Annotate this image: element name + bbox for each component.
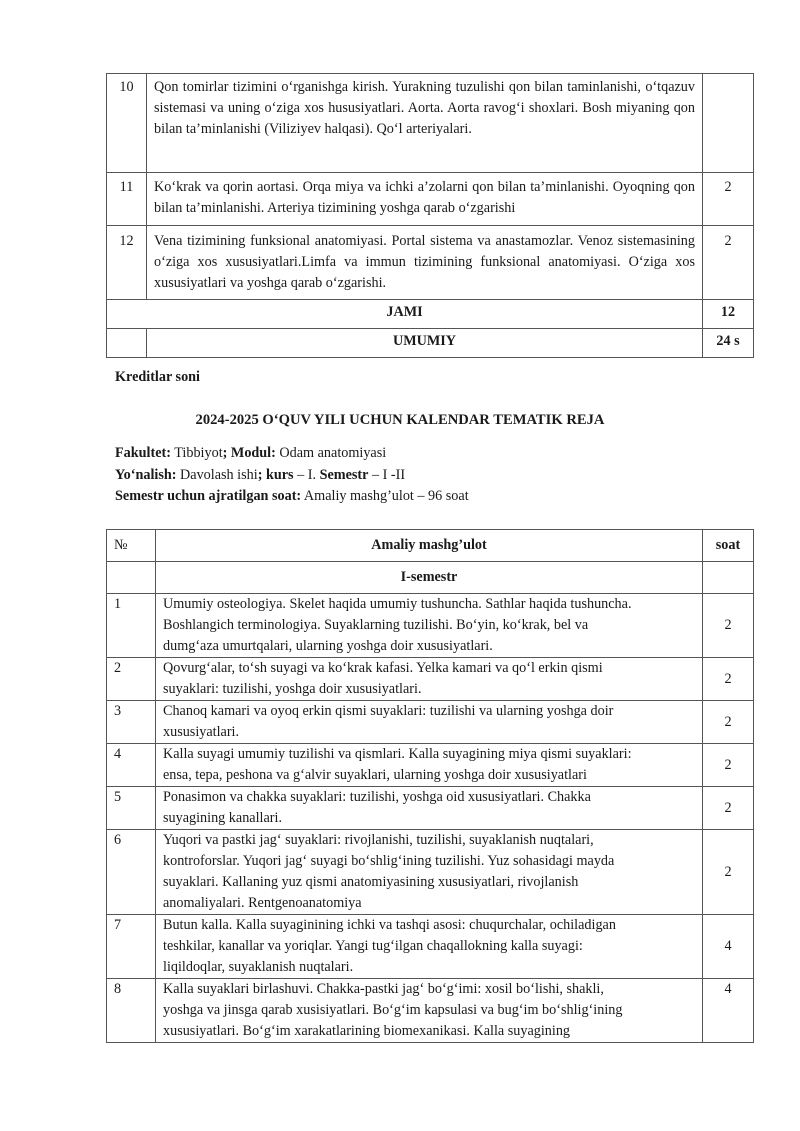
- row-number: 10: [107, 74, 147, 173]
- module-label: Modul:: [230, 445, 276, 461]
- semester-empty-cell: [107, 562, 156, 594]
- course-label: kurs: [265, 467, 294, 483]
- row-topic: [156, 744, 703, 787]
- row-hours: 2: [703, 744, 754, 787]
- topic-line: xususiyatlari. Bo‘g‘im xarakatlarining biomexanikasi. Kalla suyagining: [163, 1023, 571, 1039]
- faculty-line: [115, 445, 386, 462]
- grand-total-empty-cell: [107, 329, 147, 358]
- row-number: 5: [107, 787, 156, 830]
- semester-value: – I -II: [372, 467, 406, 483]
- semester-row: [107, 562, 754, 594]
- total-label: JAMI: [107, 300, 703, 329]
- faculty-value: Tibbiyot: [174, 445, 223, 461]
- row-topic: [156, 830, 703, 915]
- topic-line: dumg‘aza umurtqalari, ularning yoshga doir xususiyatlari.: [163, 638, 493, 654]
- row-topic: [156, 594, 703, 658]
- semester-empty-cell: [703, 562, 754, 594]
- table-row: [107, 74, 754, 173]
- hours-label: Semestr uchun ajratilgan soat:: [115, 488, 302, 504]
- table-row: [107, 226, 754, 300]
- thematic-plan-table-continued: [106, 73, 754, 358]
- row-number: 4: [107, 744, 156, 787]
- row-hours: 2: [703, 594, 754, 658]
- total-row: [107, 300, 754, 329]
- topic-line: xususiyatlari.: [163, 724, 240, 740]
- row-topic: [156, 787, 703, 830]
- calendar-plan-table: [106, 529, 754, 1043]
- topic-line: Yuqori va pastki jag‘ suyaklari: rivojlanishi, tuzilishi, suyaklanish nuqtalari,: [163, 832, 594, 848]
- module-value: Odam anatomiyasi: [279, 445, 387, 461]
- topic-line: Butun kalla. Kalla suyaginining ichki va tashqi asosi: chuqurchalar, ochiladigan: [163, 917, 616, 933]
- table-row: [107, 594, 754, 658]
- row-number: 6: [107, 830, 156, 915]
- page-title: 2024-2025 O‘QUV YILI UCHUN KALENDAR TEMATIK REJA: [195, 412, 605, 428]
- separator: ;: [257, 467, 263, 483]
- header-hours: soat: [703, 530, 754, 562]
- row-topic: Vena tizimining funksional anatomiyasi. Portal sistema va anastamozlar. Venoz sistemasining o‘ziga xos xususiyatlari.Limfa va immun tizimining funksional anatomiyasi. O‘ziga xos xususiyatlari va yoshga qarab o‘zgarishi.: [147, 226, 703, 300]
- topic-line: liqildoqlar, suyaklanish nuqtalari.: [163, 959, 354, 975]
- grand-total-value: 24 s: [703, 329, 754, 358]
- topic-line: teshkilar, kanallar va yoriqlar. Yangi tug‘ilgan chaqallokning kalla suyagi:: [163, 938, 583, 954]
- topic-line: anomaliyalari. Rentgenoanatomiya: [163, 895, 362, 911]
- row-number: 8: [107, 979, 156, 1043]
- row-hours: 2: [703, 830, 754, 915]
- faculty-label: Fakultet:: [115, 445, 171, 461]
- row-hours: 2: [703, 226, 754, 300]
- topic-line: kontroforslar. Yuqori jag‘ suyagi bo‘shlig‘ining tuzilishi. Yuz sohasidagi mayda: [163, 853, 615, 869]
- topic-line: Boshlangich terminologiya. Suyaklarning tuzilishi. Bo‘yin, ko‘krak, bel va: [163, 617, 589, 633]
- table-row: [107, 915, 754, 979]
- hours-line: [115, 488, 469, 505]
- table-row: [107, 744, 754, 787]
- direction-value: Davolash ishi: [180, 467, 258, 483]
- row-topic: Ko‘krak va qorin aortasi. Orqa miya va ichki a’zolarni qon bilan ta’minlanishi. Oyoqning qon bilan ta’minlanishi. Arteriya tizimining yoshga qarab o‘zgarishi: [147, 173, 703, 226]
- topic-line: Umumiy osteologiya. Skelet haqida umumiy tushuncha. Sathlar haqida tushuncha.: [163, 596, 632, 612]
- row-topic: [156, 979, 703, 1043]
- row-hours: [703, 74, 754, 173]
- topic-line: Ponasimon va chakka suyaklari: tuzilishi, yoshga oid xususiyatlari. Chakka: [163, 789, 591, 805]
- direction-line: [115, 467, 405, 484]
- table-row: [107, 658, 754, 701]
- grand-total-label: UMUMIY: [147, 329, 703, 358]
- table-row: [107, 787, 754, 830]
- row-topic: [156, 658, 703, 701]
- separator: ;: [222, 445, 228, 461]
- grand-total-row: [107, 329, 754, 358]
- header-number: №: [107, 530, 156, 562]
- topic-line: ensa, tepa, peshona va g‘alvir suyaklari, ularning yoshga doir xususiyatlari: [163, 767, 587, 783]
- direction-label: Yo‘nalish:: [115, 467, 177, 483]
- table-row: [107, 701, 754, 744]
- table-row: [107, 830, 754, 915]
- semester-label: Semestr: [319, 467, 369, 483]
- row-number: 12: [107, 226, 147, 300]
- row-hours: 2: [703, 658, 754, 701]
- row-number: 3: [107, 701, 156, 744]
- row-hours: 4: [703, 979, 754, 1043]
- row-hours: 4: [703, 915, 754, 979]
- total-value: 12: [703, 300, 754, 329]
- semester-label: I-semestr: [156, 562, 703, 594]
- table-row: [107, 173, 754, 226]
- topic-line: Kalla suyagi umumiy tuzilishi va qismlari. Kalla suyagining miya qismi suyaklari:: [163, 746, 632, 762]
- topic-line: Qovurg‘alar, to‘sh suyagi va ko‘krak kafasi. Yelka kamari va qo‘l erkin qismi: [163, 660, 603, 676]
- row-number: 1: [107, 594, 156, 658]
- header-topic: Amaliy mashg’ulot: [156, 530, 703, 562]
- credits-label: Kreditlar soni: [115, 369, 200, 385]
- row-number: 11: [107, 173, 147, 226]
- table-row: [107, 979, 754, 1043]
- row-number: 7: [107, 915, 156, 979]
- topic-line: yoshga va jinsga qarab xusisiyatlari. Bo‘g‘im kapsulasi va bug‘im bo‘shlig‘ining: [163, 1002, 623, 1018]
- row-topic: [156, 701, 703, 744]
- course-value: – I.: [297, 467, 317, 483]
- topic-line: Chanoq kamari va oyoq erkin qismi suyaklari: tuzilishi va ularning yoshga doir: [163, 703, 614, 719]
- row-hours: 2: [703, 173, 754, 226]
- hours-value: Amaliy mashg’ulot – 96 soat: [303, 488, 469, 504]
- row-hours: 2: [703, 701, 754, 744]
- row-number: 2: [107, 658, 156, 701]
- topic-line: suyaklari: tuzilishi, yoshga doir xususiyatlari.: [163, 681, 422, 697]
- row-topic: [156, 915, 703, 979]
- topic-line: Kalla suyaklari birlashuvi. Chakka-pastki jag‘ bo‘g‘imi: xosil bo‘lishi, shakli,: [163, 981, 604, 997]
- row-topic: Qon tomirlar tizimini o‘rganishga kirish. Yurakning tuzulishi qon bilan taminlanishi, o‘tqazuv sistemasi va uning o‘ziga xos hususiyatlari. Aorta. Aorta ravog‘i shoxlari. Bosh miyaning qon bilan ta’minlanishi (Viliziyev halqasi). Qo‘l arteriyalari.: [147, 74, 703, 173]
- row-hours: 2: [703, 787, 754, 830]
- table-header-row: [107, 530, 754, 562]
- topic-line: suyaklari. Kallaning yuz qismi anatomiyasining xususiyatlari, rivojlanish: [163, 874, 579, 890]
- topic-line: suyagining kanallari.: [163, 810, 282, 826]
